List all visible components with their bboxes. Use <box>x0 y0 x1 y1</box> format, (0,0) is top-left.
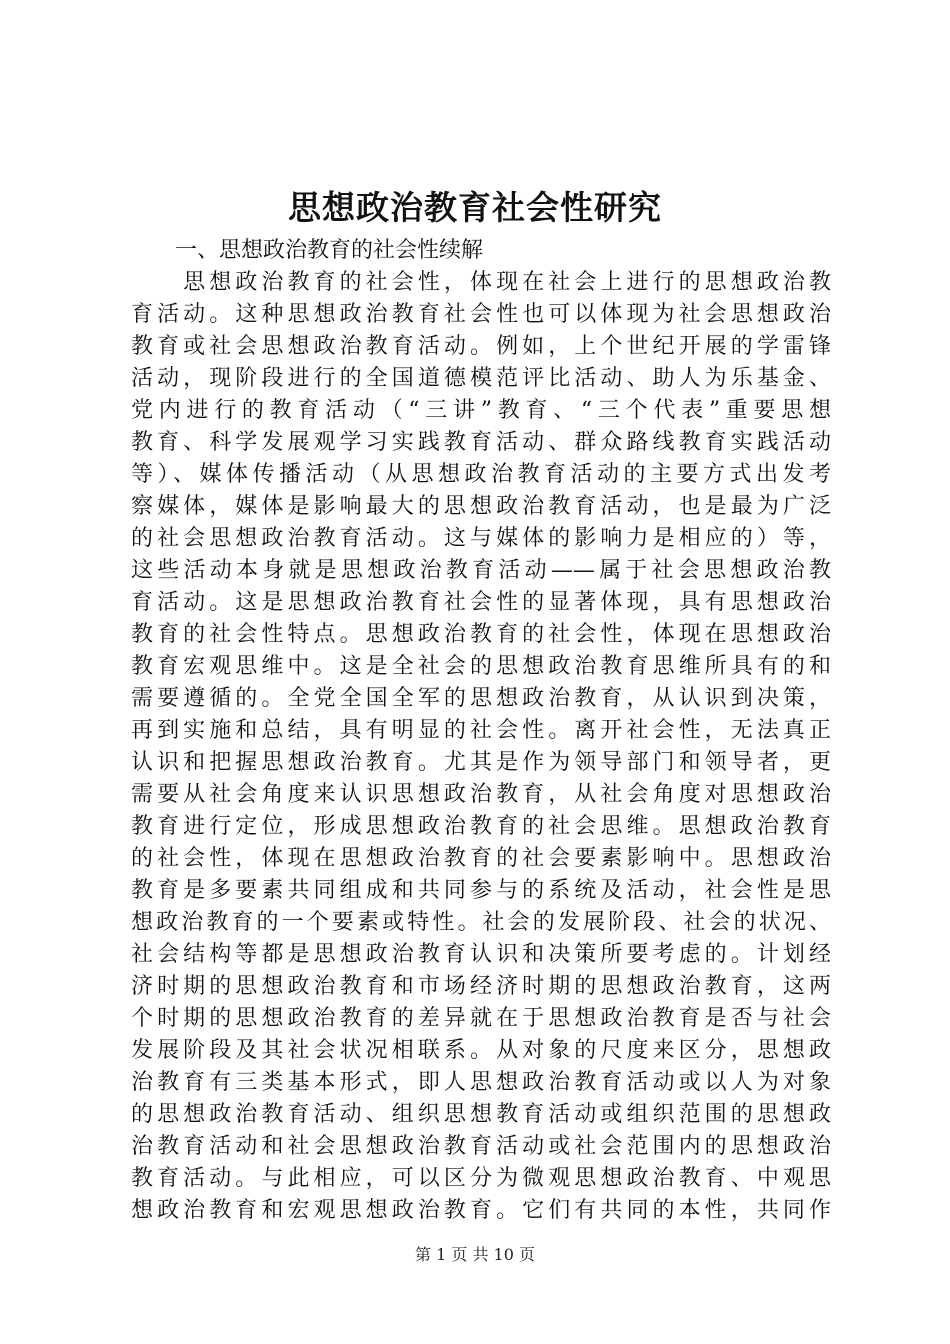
body-line: 党内进行的教育活动（“三讲”教育、“三个代表”重要思想 <box>131 398 831 423</box>
document-body <box>131 235 831 1227</box>
body-line: 教育进行定位，形成思想政治教育的社会思维。思想政治教育 <box>131 814 831 839</box>
body-line: 等）、媒体传播活动（从思想政治教育活动的主要方式出发考 <box>131 462 831 487</box>
body-line: 教育是多要素共同组成和共同参与的系统及活动，社会性是思 <box>131 878 831 903</box>
body-line: 教育或社会思想政治教育活动。例如，上个世纪开展的学雷锋 <box>131 334 831 359</box>
body-line: 想政治教育和宏观思想政治教育。它们有共同的本性，共同作 <box>131 1198 831 1223</box>
body-line: 的社会思想政治教育活动。这与媒体的影响力是相应的）等， <box>131 526 831 551</box>
body-line: 察媒体，媒体是影响最大的思想政治教育活动，也是最为广泛 <box>131 494 831 519</box>
body-line: 治教育有三类基本形式，即人思想政治教育活动或以人为对象 <box>131 1070 831 1095</box>
document-title: 思想政治教育社会性研究 <box>288 188 662 227</box>
body-line: 治教育活动和社会思想政治教育活动或社会范围内的思想政治 <box>131 1134 831 1159</box>
body-line: 活动，现阶段进行的全国道德模范评比活动、助人为乐基金、 <box>131 366 831 391</box>
body-line: 育活动。这种思想政治教育社会性也可以体现为社会思想政治 <box>131 302 831 327</box>
body-line: 济时期的思想政治教育和市场经济时期的思想政治教育，这两 <box>131 974 831 999</box>
body-line: 教育的社会性特点。思想政治教育的社会性，体现在思想政治 <box>131 622 831 647</box>
page-number-footer: 第 1 页 共 10 页 <box>415 1245 535 1264</box>
body-line: 教育活动。与此相应，可以区分为微观思想政治教育、中观思 <box>131 1166 831 1191</box>
body-line: 社会结构等都是思想政治教育认识和决策所要考虑的。计划经 <box>131 942 831 967</box>
body-line: 的思想政治教育活动、组织思想教育活动或组织范围的思想政 <box>131 1102 831 1127</box>
body-line: 想政治教育的一个要素或特性。社会的发展阶段、社会的状况、 <box>131 910 831 935</box>
body-line: 教育、科学发展观学习实践教育活动、群众路线教育实践活动 <box>131 430 831 455</box>
body-line: 个时期的思想政治教育的差异就在于思想政治教育是否与社会 <box>131 1006 831 1031</box>
body-line: 需要遵循的。全党全国全军的思想政治教育，从认识到决策， <box>131 686 831 711</box>
body-line: 思想政治教育的社会性，体现在社会上进行的思想政治教 <box>131 270 831 295</box>
body-line: 需要从社会角度来认识思想政治教育，从社会角度对思想政治 <box>131 782 831 807</box>
body-line: 育活动。这是思想政治教育社会性的显著体现，具有思想政治 <box>131 590 831 615</box>
body-line: 发展阶段及其社会状况相联系。从对象的尺度来区分，思想政 <box>131 1038 831 1063</box>
body-line: 的社会性，体现在思想政治教育的社会要素影响中。思想政治 <box>131 846 831 871</box>
body-line: 这些活动本身就是思想政治教育活动——属于社会思想政治教 <box>131 558 831 583</box>
section-heading: 一、思想政治教育的社会性续解 <box>131 238 484 263</box>
body-line: 再到实施和总结，具有明显的社会性。离开社会性，无法真正 <box>131 718 831 743</box>
body-line: 认识和把握思想政治教育。尤其是作为领导部门和领导者，更 <box>131 750 831 775</box>
body-line: 教育宏观思维中。这是全社会的思想政治教育思维所具有的和 <box>131 654 831 679</box>
